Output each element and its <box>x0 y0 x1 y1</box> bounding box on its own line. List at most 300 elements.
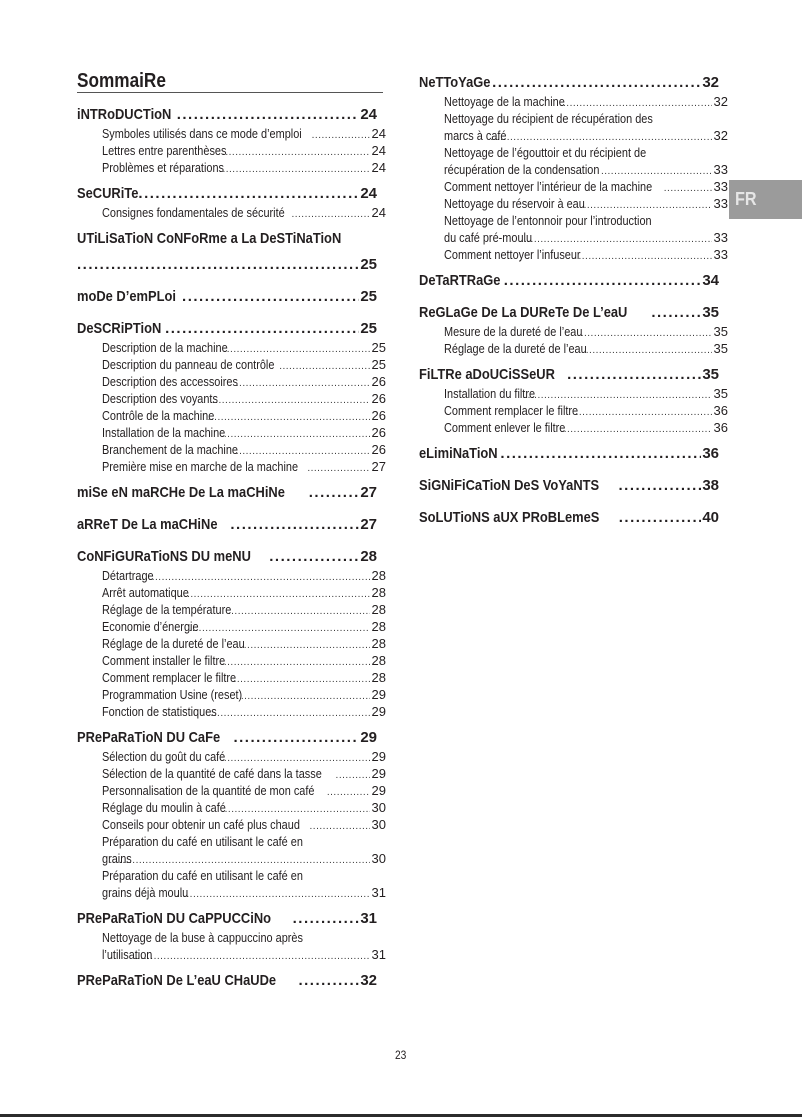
toc-item-page: 29 <box>371 704 386 719</box>
toc-items <box>102 567 386 720</box>
toc-section <box>419 304 729 357</box>
toc-item[interactable] <box>444 93 728 110</box>
toc-item[interactable] <box>444 402 728 419</box>
dot-leader <box>165 320 359 338</box>
toc-item[interactable] <box>444 195 728 212</box>
toc-item[interactable] <box>444 178 728 195</box>
toc-item[interactable] <box>102 618 386 635</box>
dot-leader <box>224 341 370 356</box>
toc-item-page: 35 <box>713 324 728 339</box>
dot-leader <box>500 445 701 463</box>
toc-item[interactable] <box>102 407 386 424</box>
toc-heading[interactable] <box>419 304 719 322</box>
dot-leader <box>567 366 701 384</box>
toc-heading-text: moDe D’emPLoi <box>77 288 176 305</box>
toc-item-line <box>444 212 728 229</box>
toc-section <box>419 272 729 290</box>
toc-heading-page: 25 <box>360 288 377 305</box>
toc-heading-text: SoLUTioNS aUX PRoBLemeS <box>419 509 600 526</box>
dot-leader <box>586 342 712 357</box>
toc-item-page: 33 <box>713 247 728 262</box>
toc-heading-text: eLimiNaTioN <box>419 445 498 462</box>
toc-item-text: Problèmes et réparations <box>102 160 225 175</box>
dot-leader <box>619 509 702 527</box>
toc-item-page: 27 <box>371 459 386 474</box>
toc-heading-page: 38 <box>702 477 719 494</box>
toc-heading-page: 32 <box>702 74 719 91</box>
toc-items <box>102 929 386 963</box>
toc-section <box>77 484 387 502</box>
toc-heading-text: SeCURiTe <box>77 185 139 202</box>
dot-leader <box>619 477 702 495</box>
dot-leader <box>521 231 712 246</box>
toc-item-text: Nettoyage de la buse à cappuccino après <box>102 930 303 945</box>
dot-leader <box>221 750 370 765</box>
toc-left-column <box>77 106 387 990</box>
toc-heading-page: 32 <box>360 972 377 989</box>
toc-section <box>77 972 387 990</box>
toc-item-text: du café pré-moulu <box>444 230 533 245</box>
toc-item[interactable] <box>102 765 386 782</box>
toc-item-text: Détartrage <box>102 568 154 583</box>
toc-heading[interactable] <box>77 484 377 502</box>
toc-item-line <box>102 867 386 884</box>
dot-leader <box>241 688 370 703</box>
toc-item-page: 26 <box>371 425 386 440</box>
toc-item-page: 28 <box>371 602 386 617</box>
toc-section <box>77 516 387 534</box>
toc-item-page: 25 <box>371 340 386 355</box>
toc-item[interactable] <box>102 867 386 901</box>
toc-heading-text: SiGNiFiCaTioN DeS VoYaNTS <box>419 477 600 494</box>
toc-items <box>102 204 386 221</box>
section-gap <box>77 475 387 484</box>
toc-item[interactable] <box>102 373 386 390</box>
toc-heading-page: 36 <box>702 445 719 462</box>
toc-heading-text: PRePaRaTioN DU CaPPUCCiNo <box>77 910 272 927</box>
toc-item-page: 24 <box>371 143 386 158</box>
toc-heading[interactable] <box>419 272 719 290</box>
toc-item[interactable] <box>102 652 386 669</box>
dot-leader <box>504 272 702 290</box>
toc-item-text: Nettoyage du réservoir à eau <box>444 196 585 211</box>
toc-item-text: Nettoyage de l’égouttoir et du récipient de <box>444 145 647 160</box>
toc-item-text: Nettoyage du récipient de récupération des <box>444 111 653 126</box>
section-gap <box>77 306 387 320</box>
toc-heading-page: 24 <box>360 185 377 202</box>
toc-item[interactable] <box>102 458 386 475</box>
toc-item-text: Installation du filtre <box>444 386 536 401</box>
dot-leader <box>601 163 712 178</box>
toc-heading[interactable] <box>419 509 719 527</box>
dot-leader <box>291 206 369 221</box>
toc-item-text: Comment installer le filtre <box>102 653 226 668</box>
toc-item-text: Nettoyage de l’entonnoir pour l’introduction <box>444 213 652 228</box>
toc-heading-page: 24 <box>360 106 377 123</box>
toc-section <box>77 288 387 306</box>
toc-item-page: 35 <box>713 341 728 356</box>
toc-heading-page: 27 <box>360 516 377 533</box>
toc-heading[interactable] <box>77 972 377 990</box>
toc-item-page: 28 <box>371 653 386 668</box>
toc-items <box>444 323 728 357</box>
toc-item-text: Comment remplacer le filtre <box>444 403 579 418</box>
toc-item-page: 29 <box>371 749 386 764</box>
toc-item-text: Réglage de la dureté de l’eau <box>444 341 587 356</box>
toc-item[interactable] <box>102 125 386 142</box>
toc-heading[interactable] <box>419 366 719 384</box>
toc-item-page: 26 <box>371 442 386 457</box>
toc-heading[interactable] <box>77 516 377 534</box>
dot-leader <box>208 409 370 424</box>
toc-item-line <box>102 884 386 901</box>
toc-heading[interactable] <box>419 445 719 463</box>
toc-item-text: Nettoyage de la machine <box>444 94 565 109</box>
toc-item[interactable] <box>102 356 386 373</box>
dot-leader <box>336 767 370 782</box>
toc-item-text: marcs à café <box>444 128 507 143</box>
toc-heading-page: 25 <box>360 256 377 273</box>
toc-heading-text: aRReT De La maCHiNe <box>77 516 218 533</box>
toc-items <box>102 748 386 901</box>
dot-leader <box>492 74 701 92</box>
toc-item-text: Préparation du café en utilisant le café en <box>102 834 303 849</box>
toc-item-page: 33 <box>713 162 728 177</box>
toc-heading-text: DeSCRiPTioN <box>77 320 162 337</box>
toc-heading-text: miSe eN maRCHe De La maCHiNe <box>77 484 285 501</box>
section-gap <box>419 263 729 272</box>
toc-item-page: 33 <box>713 196 728 211</box>
toc-heading-page: 28 <box>360 548 377 565</box>
dot-leader <box>219 161 369 176</box>
toc-item-page: 28 <box>371 619 386 634</box>
toc-heading[interactable] <box>77 185 377 203</box>
dot-leader <box>77 256 359 274</box>
dot-leader <box>576 404 712 419</box>
section-gap <box>77 176 387 185</box>
toc-item-page: 26 <box>371 374 386 389</box>
toc-heading-page: 35 <box>702 366 719 383</box>
toc-item-text: Lettres entre parenthèses <box>102 143 227 158</box>
toc-item-text: Sélection de la quantité de café dans la tasse <box>102 766 322 781</box>
toc-item-text: Préparation du café en utilisant le café en <box>102 868 303 883</box>
toc-item[interactable] <box>444 385 728 402</box>
page-title: SommaiRe <box>77 70 383 93</box>
toc-item[interactable] <box>444 144 728 178</box>
dot-leader <box>189 620 370 635</box>
toc-item-page: 28 <box>371 568 386 583</box>
toc-section <box>77 320 387 475</box>
toc-item[interactable] <box>444 212 728 246</box>
toc-item-text: Personnalisation de la quantité de mon café <box>102 783 315 798</box>
toc-heading-page: 35 <box>702 304 719 321</box>
dot-leader <box>138 185 359 203</box>
dot-leader <box>269 548 359 566</box>
page-number: 23 <box>395 1048 407 1062</box>
toc-item[interactable] <box>102 748 386 765</box>
dot-leader <box>177 586 369 601</box>
toc-item[interactable] <box>102 204 386 221</box>
toc-item[interactable] <box>102 390 386 407</box>
section-gap <box>419 290 729 304</box>
toc-item-page: 30 <box>371 817 386 832</box>
toc-item-text: Comment enlever le filtre <box>444 420 566 435</box>
toc-item-page: 28 <box>371 636 386 651</box>
toc-heading[interactable] <box>77 230 377 274</box>
toc-heading[interactable] <box>77 910 377 928</box>
section-gap <box>77 221 387 230</box>
toc-item-text: Description de la machine <box>102 340 228 355</box>
toc-item-page: 29 <box>371 783 386 798</box>
toc-item-text: Contrôle de la machine <box>102 408 215 423</box>
toc-section <box>419 477 729 495</box>
toc-items <box>102 125 386 176</box>
toc-item[interactable] <box>102 142 386 159</box>
toc-item-page: 36 <box>713 420 728 435</box>
toc-item-text: Réglage de la dureté de l’eau <box>102 636 245 651</box>
toc-heading-text: PRePaRaTioN De L’eaU CHaUDe <box>77 972 277 989</box>
section-gap <box>77 720 387 729</box>
toc-item[interactable] <box>102 833 386 867</box>
toc-item-text: Symboles utilisés dans ce mode d’emploi <box>102 126 302 141</box>
toc-item-line <box>444 229 728 246</box>
toc-item-text: grains déjà moulu <box>102 885 189 900</box>
toc-heading[interactable] <box>419 477 719 495</box>
dot-leader <box>177 106 360 124</box>
toc-item[interactable] <box>102 584 386 601</box>
toc-item-line <box>102 929 386 946</box>
dot-leader <box>524 387 711 402</box>
toc-item-text: Fonction de statistiques <box>102 704 217 719</box>
dot-leader <box>651 304 701 322</box>
dot-leader <box>560 95 712 110</box>
dot-leader <box>327 784 370 799</box>
toc-heading-page: 27 <box>360 484 377 501</box>
section-gap <box>419 357 729 366</box>
toc-item[interactable] <box>102 669 386 686</box>
toc-item-text: Programmation Usine (reset) <box>102 687 243 702</box>
toc-item-line <box>444 127 728 144</box>
toc-right-column <box>419 74 729 527</box>
toc-item-page: 29 <box>371 687 386 702</box>
toc-heading-page: 34 <box>702 272 719 289</box>
toc-item-line <box>444 144 728 161</box>
toc-item[interactable] <box>102 686 386 703</box>
toc-item-text: Première mise en marche de la machine <box>102 459 299 474</box>
dot-leader <box>233 729 359 747</box>
toc-section <box>77 230 387 274</box>
dot-leader <box>236 443 370 458</box>
dot-leader <box>221 801 369 816</box>
toc-item[interactable] <box>444 419 728 436</box>
toc-item-text: Installation de la machine <box>102 425 226 440</box>
toc-item-text: Comment nettoyer l’intérieur de la machine <box>444 179 653 194</box>
dot-leader <box>279 358 369 373</box>
toc-items <box>444 385 728 436</box>
toc-item[interactable] <box>444 110 728 144</box>
toc-item[interactable] <box>102 441 386 458</box>
toc-item[interactable] <box>102 601 386 618</box>
dot-leader <box>312 127 370 142</box>
toc-item-page: 26 <box>371 391 386 406</box>
toc-item-page: 35 <box>713 386 728 401</box>
toc-items <box>444 93 728 263</box>
toc-heading-text: FiLTRe aDoUCiSSeUR <box>419 366 555 383</box>
toc-item[interactable] <box>102 635 386 652</box>
dot-leader <box>584 197 712 212</box>
toc-item-text: Description du panneau de contrôle <box>102 357 275 372</box>
toc-heading[interactable] <box>77 106 377 124</box>
toc-item-page: 36 <box>713 403 728 418</box>
dot-leader <box>664 180 712 195</box>
toc-item-text: Conseils pour obtenir un café plus chaud <box>102 817 300 832</box>
toc-section <box>419 445 729 463</box>
dot-leader <box>236 375 370 390</box>
toc-heading-text: ReGLaGe De La DUReTe De L’eaU <box>419 304 628 321</box>
toc-item[interactable] <box>102 929 386 963</box>
toc-section <box>77 106 387 176</box>
toc-item-text: Mesure de la dureté de l’eau <box>444 324 583 339</box>
toc-item-page: 24 <box>371 126 386 141</box>
section-gap <box>419 436 729 445</box>
toc-item-page: 32 <box>713 94 728 109</box>
toc-item-text: Comment nettoyer l’infuseur <box>444 247 581 262</box>
toc-item-line <box>102 850 386 867</box>
dot-leader <box>293 910 360 928</box>
dot-leader <box>560 421 711 436</box>
dot-leader <box>222 144 369 159</box>
toc-item-text: grains <box>102 851 132 866</box>
toc-item[interactable] <box>102 339 386 356</box>
toc-item-page: 24 <box>371 160 386 175</box>
toc-item-line <box>102 946 386 963</box>
toc-heading-page: 25 <box>360 320 377 337</box>
section-gap <box>77 901 387 910</box>
toc-heading[interactable] <box>77 320 377 338</box>
section-gap <box>419 463 729 477</box>
language-tab: FR <box>729 180 802 219</box>
toc-item-page: 33 <box>713 179 728 194</box>
toc-section <box>419 74 729 263</box>
dot-leader <box>109 852 369 867</box>
toc-items <box>102 339 386 475</box>
dot-leader <box>228 603 370 618</box>
dot-leader <box>244 637 370 652</box>
toc-item[interactable] <box>102 816 386 833</box>
section-gap <box>77 502 387 516</box>
toc-heading-text: NeTToYaGe <box>419 74 491 91</box>
section-gap <box>77 274 387 288</box>
toc-section <box>77 729 387 901</box>
toc-heading-text: DeTaRTRaGe <box>419 272 501 289</box>
toc-item-line <box>102 833 386 850</box>
toc-heading[interactable] <box>419 74 719 92</box>
toc-item-page: 32 <box>713 128 728 143</box>
dot-leader <box>298 972 359 990</box>
toc-item-text: Consignes fondamentales de sécurité <box>102 205 285 220</box>
toc-heading-page: 29 <box>360 729 377 746</box>
toc-item[interactable] <box>102 782 386 799</box>
toc-item[interactable] <box>102 799 386 816</box>
dot-leader <box>212 392 370 407</box>
dot-leader <box>182 288 359 306</box>
toc-item-page: 30 <box>371 851 386 866</box>
toc-heading[interactable] <box>77 288 377 306</box>
dot-leader <box>234 671 370 686</box>
dot-leader <box>490 129 711 144</box>
toc-item-text: l’utilisation <box>102 947 153 962</box>
toc-item-text: Description des voyants <box>102 391 218 406</box>
toc-heading-line <box>77 230 377 248</box>
toc-item-text: Description des accessoires <box>102 374 238 389</box>
dot-leader <box>135 569 369 584</box>
toc-item-page: 31 <box>371 947 386 962</box>
toc-item[interactable] <box>102 703 386 720</box>
dot-leader <box>221 426 370 441</box>
toc-item-text: Arrêt automatique <box>102 585 189 600</box>
section-gap <box>419 495 729 509</box>
dot-leader <box>309 484 360 502</box>
dot-leader <box>221 654 370 669</box>
toc-heading-text: iNTRoDUCTioN <box>77 106 172 123</box>
toc-item-page: 31 <box>371 885 386 900</box>
toc-item-text: Sélection du goût du café <box>102 749 226 764</box>
toc-item-page: 28 <box>371 585 386 600</box>
toc-item-text: récupération de la condensation <box>444 162 600 177</box>
toc-heading-page: 40 <box>702 509 719 526</box>
toc-item[interactable] <box>444 340 728 357</box>
toc-heading-line <box>77 256 377 274</box>
toc-section <box>77 185 387 221</box>
dot-leader <box>310 818 370 833</box>
dot-leader <box>307 460 369 475</box>
dot-leader <box>579 248 712 263</box>
toc-item[interactable] <box>102 159 386 176</box>
toc-section <box>77 548 387 720</box>
toc-item-line <box>444 110 728 127</box>
toc-item-page: 33 <box>713 230 728 245</box>
toc-heading-text: CoNFiGURaTioNS DU meNU <box>77 548 251 565</box>
toc-item[interactable] <box>102 567 386 584</box>
toc-item-text: Economie d’énergie <box>102 619 199 634</box>
section-gap <box>77 534 387 548</box>
dot-leader <box>134 948 370 963</box>
toc-heading[interactable] <box>77 548 377 566</box>
toc-item-text: Réglage du moulin à café <box>102 800 226 815</box>
toc-item-page: 30 <box>371 800 386 815</box>
toc-item-page: 28 <box>371 670 386 685</box>
dot-leader <box>581 325 712 340</box>
section-gap <box>77 963 387 972</box>
toc-item[interactable] <box>102 424 386 441</box>
toc-item-line <box>444 161 728 178</box>
toc-item[interactable] <box>444 246 728 263</box>
toc-section <box>419 509 729 527</box>
toc-section <box>77 910 387 963</box>
toc-item[interactable] <box>444 323 728 340</box>
dot-leader <box>211 705 370 720</box>
toc-item-page: 24 <box>371 205 386 220</box>
toc-section <box>419 366 729 436</box>
toc-item-text: Comment remplacer le filtre <box>102 670 237 685</box>
toc-item-page: 25 <box>371 357 386 372</box>
toc-heading-page: 31 <box>360 910 377 927</box>
toc-heading-text: UTiLiSaTioN CoNFoRme a La DeSTiNaTioN <box>77 230 342 247</box>
toc-item-text: Réglage de la température <box>102 602 232 617</box>
toc-heading-text: PRePaRaTioN DU CaFe <box>77 729 221 746</box>
toc-heading[interactable] <box>77 729 377 747</box>
toc-item-page: 29 <box>371 766 386 781</box>
